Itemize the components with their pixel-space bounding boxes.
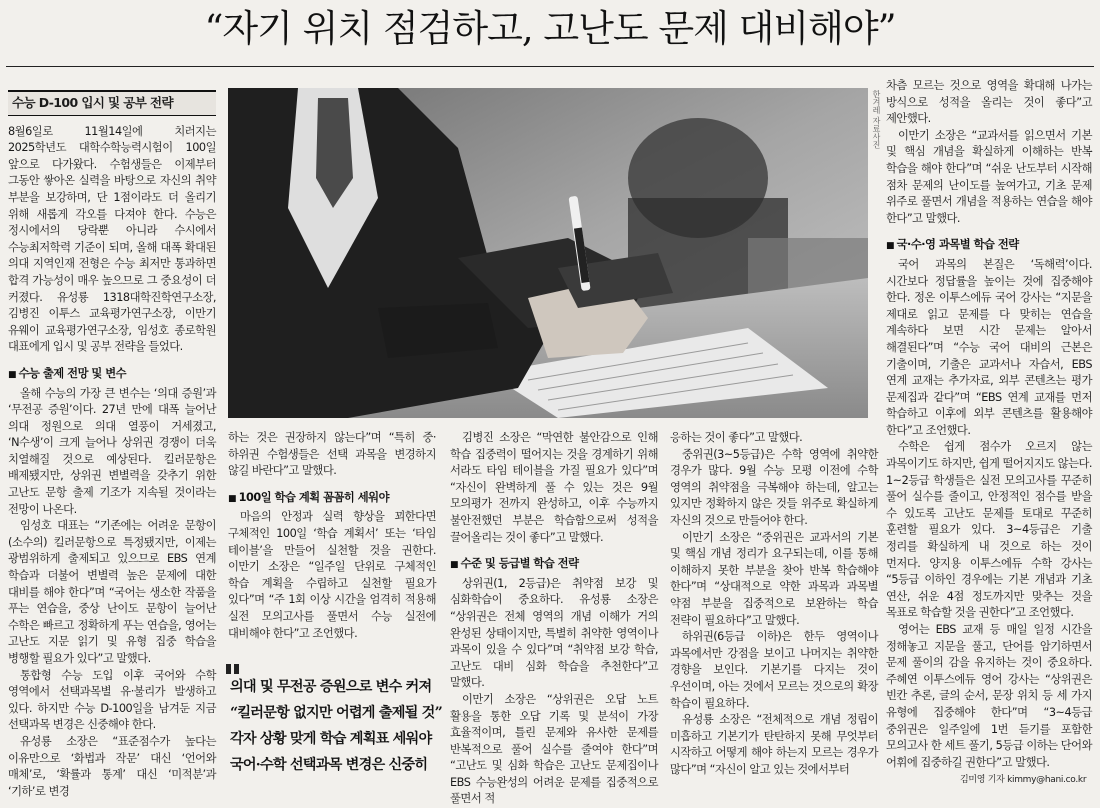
section-box-title: 수능 D-100 입시 및 공부 전략 <box>8 90 216 116</box>
pull-quote-line: 국어·수학 선택과목 변경은 신중히 <box>230 757 428 773</box>
student-exam-photo <box>228 88 868 418</box>
paragraph: 유성룡 소장은 “표준점수가 높다는 이유만으로 ‘화법과 작문’ 대신 ‘언어와 매체’로, ‘확률과 통계’ 대신 ‘미적분’과 ‘기하’로 변경 <box>8 734 216 798</box>
paragraph: 이만기 소장은 “중위권은 교과서의 기본 및 핵심 개념 정리가 요구되는데, 이를 통해 이해하지 못한 부분을 찾아 반복 학습해야 한다”며 “상대적으로 약한 과목과 과목별 약점 부분을 집중적으로 보완하는 학습 전략이 필요하다”고 말했다. <box>670 530 878 627</box>
pull-quote <box>226 664 458 795</box>
pull-quote-line: “킬러문항 없지만 어렵게 출제될 것” <box>230 705 442 721</box>
column-1 <box>8 90 216 798</box>
paragraph: 이만기 소장은 “교과서를 읽으면서 기본 및 핵심 개념을 확실하게 이해하는 반복 학습을 해야 한다”며 “쉬운 난도부터 시작해 점차 문제의 난이도를 높여가고, 기초 문제 위주로 풀면서 개념을 적용하는 연습을 해야 한다”고 말했다. <box>886 128 1092 225</box>
column-3 <box>450 430 658 806</box>
paragraph: 이만기 소장은 “상위권은 오답 노트 활용을 통한 오답 기록 및 분석이 가장 효율적이며, 틀린 문제와 유사한 문제를 반복적으로 풀어 실수를 줄여야 한다”며 “고난도 및 심화 학습은 고난도 문제집이나 EBS 수능완성의 어려운 문제를 집중적으로 풀면서 적 <box>450 692 658 806</box>
paragraph: 김병진 소장은 “막연한 불안감으로 인해 학습 집중력이 떨어지는 것을 경계하기 위해 서라도 타임 테이블을 가질 필요가 있다”며 “자신이 완벽하게 풀 수 있는 것은 9월 모의평가 전까지 완성하고, 이후 수능까지 불안전했던 부분은 학습함으로써 성적을 끌어올리는 것이 좋다”고 말했다. <box>450 431 658 544</box>
paragraph: 하는 것은 권장하지 않는다”며 “특히 중·하위권 수험생들은 선택 과목을 변경하지 않길 바란다”고 말했다. <box>228 431 436 478</box>
paragraph: 하위권(6등급 이하)은 한두 영역이나 과목에서만 강점을 보이고 나머지는 취약한 경향을 보인다. 기본기를 다지는 것이 우선이며, 아는 것에서 모르는 것으로의 확장 학습이 필요하다. <box>670 630 878 710</box>
pull-quote-line: 각자 상황 맞게 학습 계획표 세워야 <box>230 731 432 747</box>
column-5 <box>886 78 1092 768</box>
paragraph: 국어 과목의 본질은 ‘독해력’이다. 시간보다 정답률을 높이는 것에 집중해야 한다. 정온 이투스에듀 국어 강사는 “지문을 제대로 읽고 문제를 다 맞히는 연습을 계속하다 보면 시간 문제는 알아서 해결된다”며 “수능 국어 대비의 근본은 기출이며, 기출은 교과서나 자습서, EBS 연계 교재는 추가자료, 외부 콘텐츠는 평가 문제집과 같다”며 “EBS 연계 교재를 먼저 학습하고 이후에 외부 콘텐츠를 활용해야 한다”고 조언했다. <box>886 257 1092 437</box>
paragraph: 임성호 대표는 “기존에는 어려운 문항이(소수의) 킬러문항으로 특정됐지만, 이제는 광범위하게 출제되고 있으므로 EBS 연계 학습과 더불어 변별력 높은 문제에 대한 대비를 해야 한다”며 “국어는 생소한 작품을 푸는 연습을, 중상 난이도 문항이 늘어난 수학은 빠르고 정확하게 푸는 연습을, 영어는 고난도 지문 읽기 및 유형 집중 학습을 병행할 필요가 있다”고 말했다. <box>8 519 216 665</box>
headline: “자기 위치 점검하고, 고난도 문제 대비해야” <box>204 7 896 50</box>
subheading-level-strategy: ■ 수준 및 등급별 학습 전략 <box>450 556 658 574</box>
paragraph: 상위권(1, 2등급)은 취약점 보강 및 심화학습이 중요하다. 유성룡 소장은 “상위권은 전체 영역의 개념 이해가 거의 완성된 상태이지만, 특별히 취약한 영역이나 과목이 있을 수 있다”며 “취약점 보강 학습, 고난도 대비 심화 학습을 추천한다”고 말했다. <box>450 576 658 690</box>
paragraph: 중위권(3~5등급)은 수학 영역에 취약한 경우가 많다. 9월 수능 모평 이전에 수학 영역의 취약점을 극복해야 하는데, 알고는 있지만 정확하지 않은 것들 위주로 확실하게 자신의 것으로 만들어야 한다. <box>670 447 878 527</box>
subheading-exam-outlook: ■ 수능 출제 전망 및 변수 <box>8 366 216 384</box>
column-2 <box>228 430 436 660</box>
paragraph: 차츰 모르는 것으로 영역을 확대해 나가는 방식으로 성적을 올리는 것이 좋다”고 제안했다. <box>886 79 1092 126</box>
paragraph: 올해 수능의 가장 큰 변수는 ‘의대 증원’과 ‘무전공 증원’이다. 27년 만에 대폭 늘어난 의대 정원으로 의대 열풍이 거세졌고, ‘N수생’이 크게 늘어나 상위권 경쟁이 더욱 치열해질 것으로 예상된다. 킬러문항은 배제됐지만, 상위권 변별력을 갖추기 위한 고난도 문항 출제 기조가 지속될 것이라는 전망이 나온다. <box>8 386 216 516</box>
lead-paragraph: 8월6일로 11월14일에 치러지는 2025학년도 대학수학능력시험이 100일 앞으로 다가왔다. 수험생들은 이제부터 그동안 쌓아온 실력을 바탕으로 자신의 취약 부분을 보강하며, 단 1점이라도 더 올리기 위해 새롭게 각오를 다져야 한다. 수능은 정시에서의 당락뿐 아니라 수시에서 수능최저학력 기준이 되며, 올해 대폭 확대된 의대 지역인재 전형은 수능 최저만 통과하면 합격 가능성이 매우 높으므로 그 중요성이 더 커졌다. 유성룡 1318대학진학연구소장, 김병진 이투스 교육평가연구소장, 이만기 유웨이 교육평가연구소장, 임성호 종로학원 대표에게 입시 및 공부 전략을 들었다. <box>8 124 216 354</box>
headline-rule <box>6 66 1094 67</box>
byline: 김미영 기자 kimmy@hani.co.kr <box>960 775 1087 785</box>
paragraph: 응하는 것이 좋다”고 말했다. <box>670 431 803 444</box>
photo-credit: 한겨레 자료사진 <box>872 90 881 149</box>
pull-quote-line: 의대 및 무전공 증원으로 변수 커져 <box>230 679 432 695</box>
paragraph: 통합형 수능 도입 이후 국어와 수학 영역에서 선택과목별 유·불리가 발생하고 있다. 하지만 수능 D-100일을 남겨둔 지금 선택과목 변경은 신중해야 한다. <box>8 668 216 732</box>
paragraph: 수학은 쉽게 점수가 오르지 않는 과목이기도 하지만, 쉽게 떨어지지도 않는다. 1~2등급 학생들은 실전 모의고사를 꾸준히 풀어 실수를 줄이고, 안정적인 점수를 받을 수 있도록 고난도 문제를 토대로 꾸준히 훈련할 필요가 있다. 3~4등급은 기출 정리를 확실하게 내 것으로 하는 것이 먼저다. 양지용 이투스에듀 수학 강사는 “5등급 이하인 경우에는 기본 개념과 기초 연산, 쉬운 4점 정도까지만 맞추는 것을 목표로 학습할 것을 권한다”고 조언했다. <box>886 440 1092 620</box>
subheading-100-day-plan: ■ 100일 학습 계획 꼼꼼히 세워야 <box>228 490 436 508</box>
column-4 <box>670 430 878 795</box>
article-photo <box>228 88 868 418</box>
paragraph: 유성룡 소장은 “전체적으로 개념 정립이 미흡하고 기본기가 탄탄하지 못해 무엇부터 시작하고 어떻게 해야 하는지 모르는 경우가 많다”며 “자신이 알고 있는 것에서부터 <box>670 713 878 776</box>
paragraph: 마음의 안정과 실력 향상을 꾀한다면 구체적인 100일 ‘학습 계획서’ 또는 ‘타임 테이블’을 만들어 실천할 것을 권한다. 이만기 소장은 “일주일 단위로 구체적인 학습 계획을 수립하고 실천할 필요가 있다”며 “주 1회 이상 시간을 엄격히 적용해 실전 모의고사를 풀면서 수능 실전에 대비해야 한다”고 조언했다. <box>228 510 436 640</box>
paragraph: 영어는 EBS 교재 등 매일 일정 시간을 정해놓고 지문을 풀고, 단어를 암기하면서 문제 풀이의 감을 유지하는 것이 중요하다. 주혜연 이투스에듀 영어 강사는 “상위권은 빈칸 추론, 글의 순서, 문장 위치 등 세 가지 유형에 집중해야 한다”며 “3~4등급 중위권은 일주일에 1번 듣기를 포함한 모의고사 한 세트 풀기, 5등급 이하는 단어와 어휘에 집중하길 권한다”고 말했다. <box>886 623 1092 769</box>
subheading-subject-strategy: ■ 국·수·영 과목별 학습 전략 <box>886 237 1092 255</box>
